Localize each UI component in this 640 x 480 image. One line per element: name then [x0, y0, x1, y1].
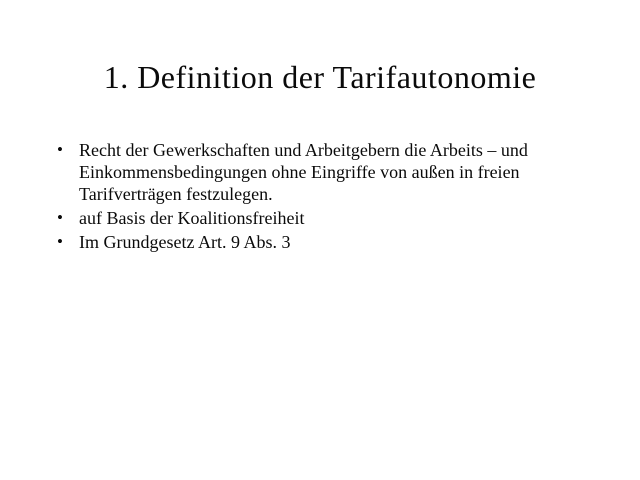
bullet-marker-icon: •	[57, 140, 63, 159]
bullet-item	[57, 139, 580, 205]
bullet-text: Recht der Gewerkschaften und Arbeitgebern die Arbeits – und Einkommensbedingungen ohne Eingriffe von außen in freien Tarifverträgen festzulegen.	[79, 140, 528, 204]
bullet-text: Im Grundgesetz Art. 9 Abs. 3	[79, 232, 291, 252]
bullet-text: auf Basis der Koalitionsfreiheit	[79, 208, 305, 228]
bullet-list	[0, 139, 640, 253]
slide-title: 1. Definition der Tarifautonomie	[103, 59, 537, 95]
bullet-item	[57, 231, 580, 253]
bullet-item	[57, 207, 580, 229]
bullet-marker-icon: •	[57, 232, 63, 251]
bullet-marker-icon: •	[57, 208, 63, 227]
